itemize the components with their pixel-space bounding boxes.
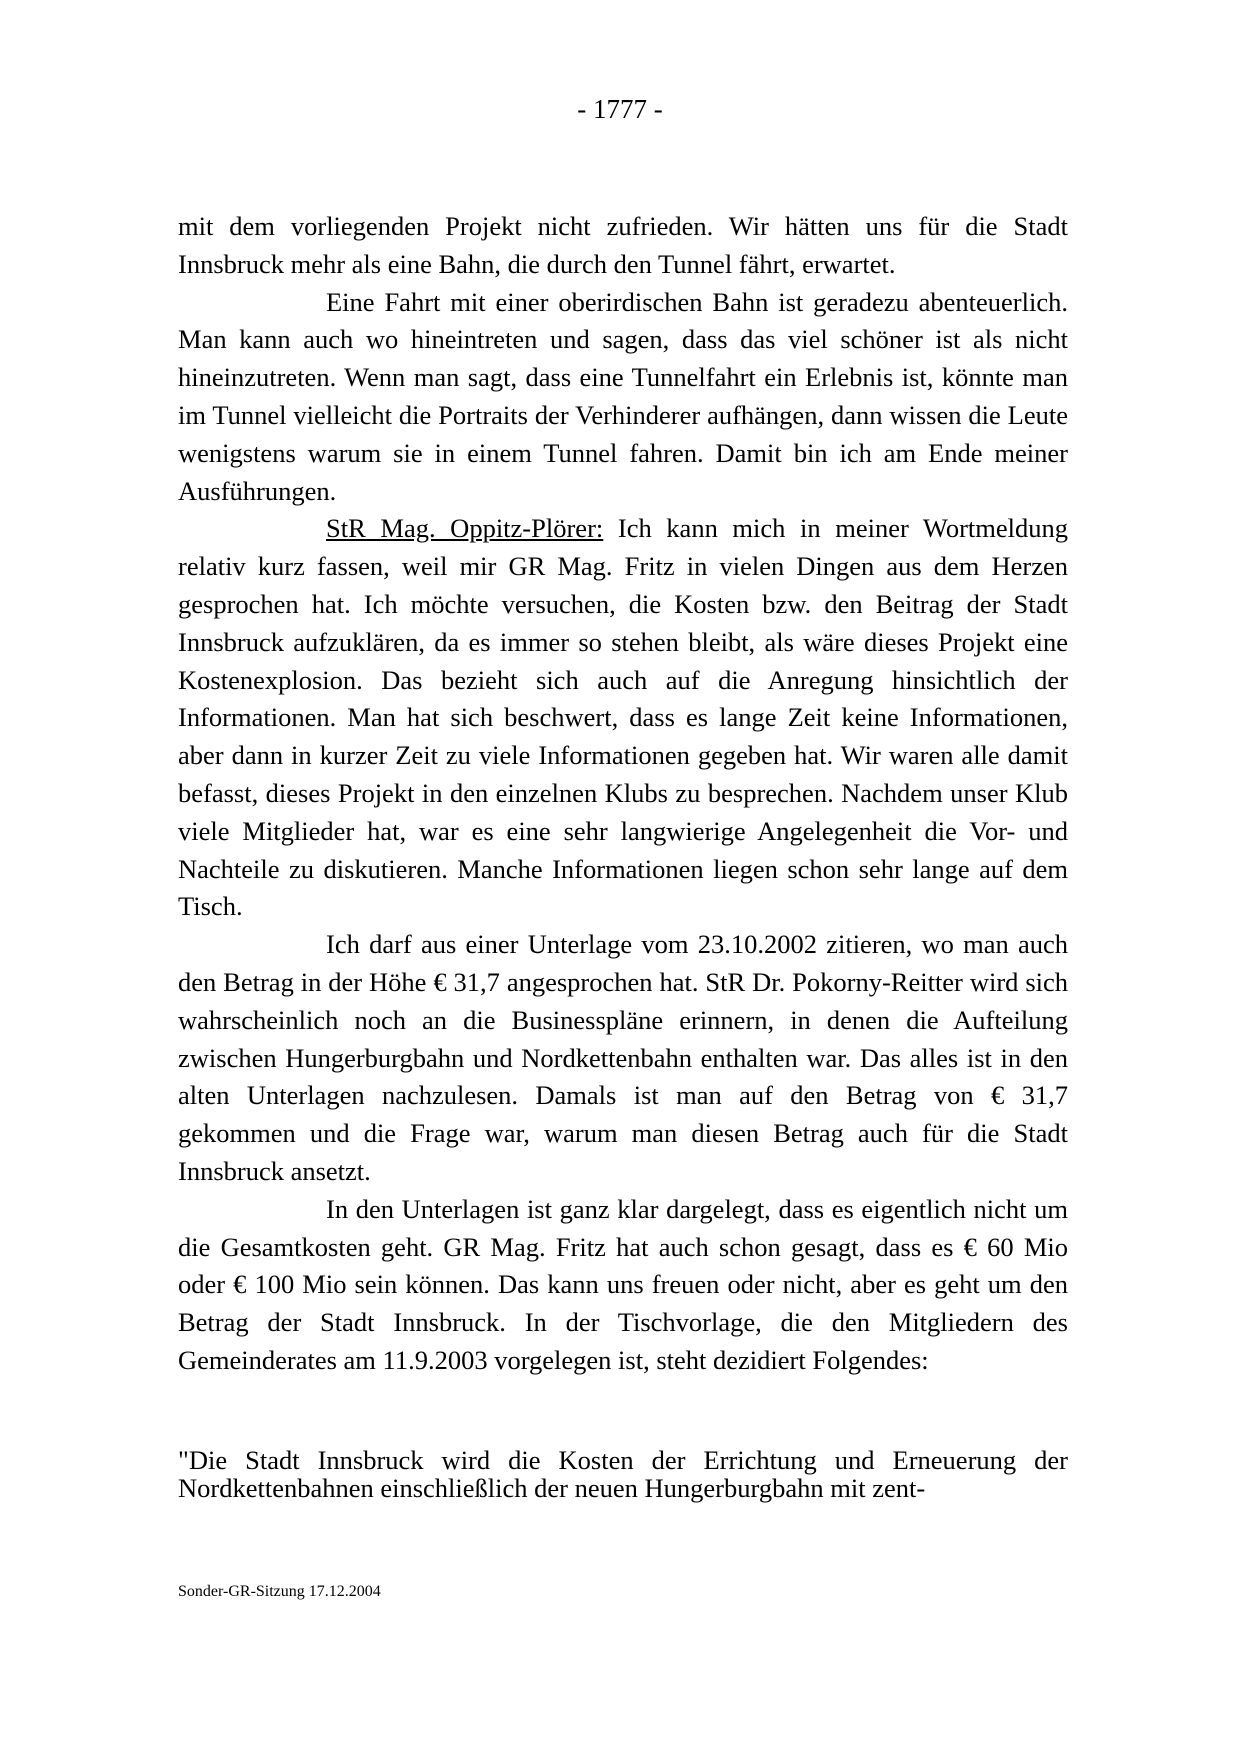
quoted-resolution: "Die Stadt Innsbruck wird die Kosten der Errichtung und Erneuerung der Nordkettenbahnen einschließlich der neuen Hungerburgbahn mit zent- xyxy=(178,1445,1068,1503)
paragraph-speaker-statement xyxy=(178,510,1068,926)
document-body xyxy=(178,208,1068,1380)
page-footer: Sonder-GR-Sitzung 17.12.2004 xyxy=(178,1583,381,1600)
paragraph-tunnel-remarks: Eine Fahrt mit einer oberirdischen Bahn ist geradezu abenteuerlich. Man kann auch wo hineintreten und sagen, dass das viel schöner ist als nicht hineinzutreten. Wenn man sagt, dass eine Tunnelfahrt ein Erlebnis ist, könnte man im Tunnel vielleicht die Portraits der Verhinderer aufhängen, dann wissen die Leute wenigstens warum sie in einem Tunnel fahren. Damit bin ich am Ende meiner Ausführungen. xyxy=(178,286,1068,506)
page-number: - 1777 - xyxy=(577,94,663,124)
paragraph-continuation: mit dem vorliegenden Projekt nicht zufrieden. Wir hätten uns für die Stadt Innsbruck mehr als eine Bahn, die durch den Tunnel fährt, erwartet. xyxy=(178,211,1068,279)
speaker-name: StR Mag. Oppitz-Plörer: xyxy=(326,513,604,544)
paragraph-cost-citation: Ich darf aus einer Unterlage vom 23.10.2002 zitieren, wo man auch den Betrag in der Höhe € 31,7 angesprochen hat. StR Dr. Pokorny-Reitter wird sich wahrscheinlich noch an die Businesspläne erinnern, in denen die Aufteilung zwischen Hungerburgbahn und Nordkettenbahn enthalten war. Das alles ist in den alten Unterlagen nachzulesen. Damals ist man auf den Betrag von € 31,7 gekommen und die Frage war, warum man diesen Betrag auch für die Stadt Innsbruck ansetzt. xyxy=(178,929,1068,1186)
paragraph-table-proposal: In den Unterlagen ist ganz klar dargelegt, dass es eigentlich nicht um die Gesamtkosten geht. GR Mag. Fritz hat auch schon gesagt, dass es € 60 Mio oder € 100 Mio sein können. Das kann uns freuen oder nicht, aber es geht um den Betrag der Stadt Innsbruck. In der Tischvorlage, die den Mitgliedern des Gemeinderates am 11.9.2003 vorgelegen ist, steht dezidiert Folgendes: xyxy=(178,1193,1068,1375)
speaker-statement-text: Ich kann mich in meiner Wortmeldung relativ kurz fassen, weil mir GR Mag. Fritz in vielen Dingen aus dem Herzen gesprochen hat. Ich möchte versuchen, die Kosten bzw. den Beitrag der Stadt Innsbruck aufzuklären, da es immer so stehen bleibt, als wäre dieses Projekt eine Kostenexplosion. Das bezieht sich auch auf die Anregung hinsichtlich der Informationen. Man hat sich beschwert, dass es lange Zeit keine Informationen, aber dann in kurzer Zeit zu viele Informationen gegeben hat. Wir waren alle damit befasst, dieses Projekt in den einzelnen Klubs zu besprechen. Nachdem unser Klub viele Mitglieder hat, war es eine sehr langwierige Angelegenheit die Vor- und Nachteile zu diskutieren. Manche Informationen liegen schon sehr lange auf dem Tisch. xyxy=(178,513,1068,922)
